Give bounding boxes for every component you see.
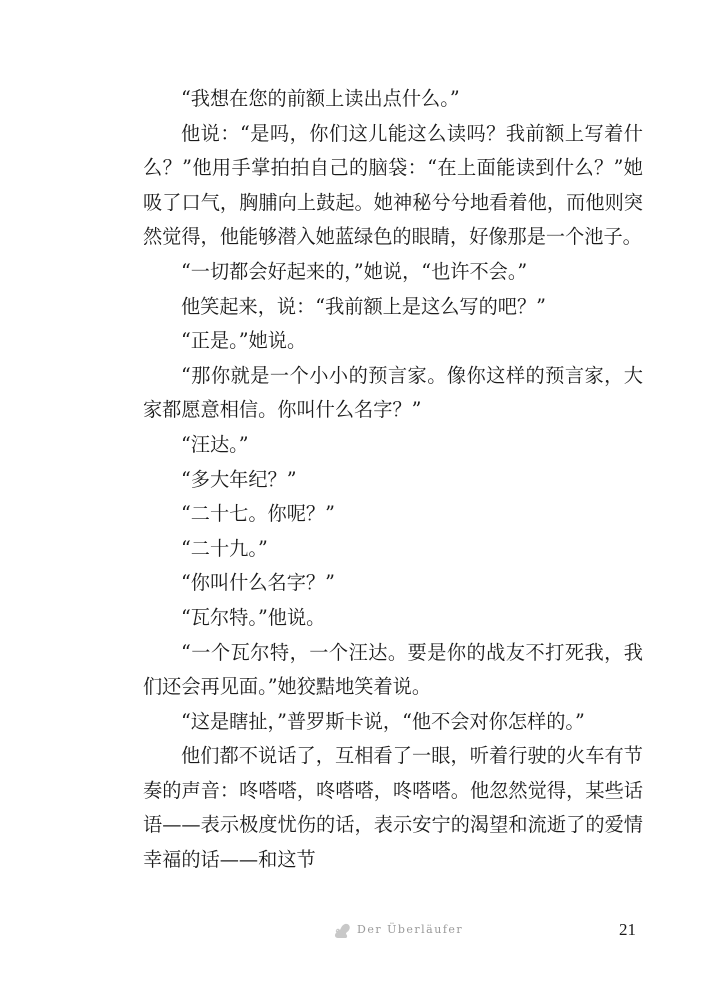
paragraph: “你叫什么名字？” [181, 571, 335, 595]
page-number: 21 [619, 920, 636, 939]
paragraph: 他笑起来，说：“我前额上是这么写的吧？” [181, 294, 546, 318]
paragraph: “二十九。” [181, 536, 268, 560]
paragraph: “多大年纪？” [181, 467, 297, 491]
paragraph: “我想在您的前额上读出点什么。” [181, 87, 460, 110]
paragraph: 他说：“是吗，你们这儿能这么读吗？我前额上写着什么？”他用手掌拍拍自己的脑袋：“在上面能读到什么？”她吸了口气，胸脯向上鼓起。她神秘兮兮地看着他，而他则突然觉得，他能够潜入她蓝绿色的眼睛，好像那是一个池子。 [143, 121, 643, 249]
paragraph: “一切都会好起来的，”她说，“也许不会。” [181, 259, 528, 283]
paragraph: “二十七。你呢？” [181, 502, 335, 526]
paragraph: “一个瓦尔特，一个汪达。要是你的战友不打死我，我们还会再见面。”她狡黠地笑着说。 [143, 640, 643, 699]
book-title: Der Überläufer [357, 923, 464, 936]
paragraph: “那你就是一个小小的预言家。像你这样的预言家，大家都愿意相信。你叫什么名字？” [143, 363, 643, 422]
paragraph: “瓦尔特。”他说。 [181, 605, 326, 629]
squirrel-logo-icon [332, 922, 352, 940]
paragraph: “正是。”她说。 [181, 329, 307, 353]
page-footer [0, 920, 705, 944]
body-text [143, 82, 643, 878]
paragraph: “汪达。” [181, 432, 249, 456]
paragraph: “这是瞎扯，”普罗斯卡说，“他不会对你怎样的。” [181, 709, 585, 733]
paragraph: 他们都不说话了，互相看了一眼，听着行驶的火车有节奏的声音：咚嗒嗒，咚嗒嗒，咚嗒嗒。他忽然觉得，某些话语——表示极度忧伤的话，表示安宁的渴望和流逝了的爱情幸福的话——和这节 [143, 744, 643, 872]
